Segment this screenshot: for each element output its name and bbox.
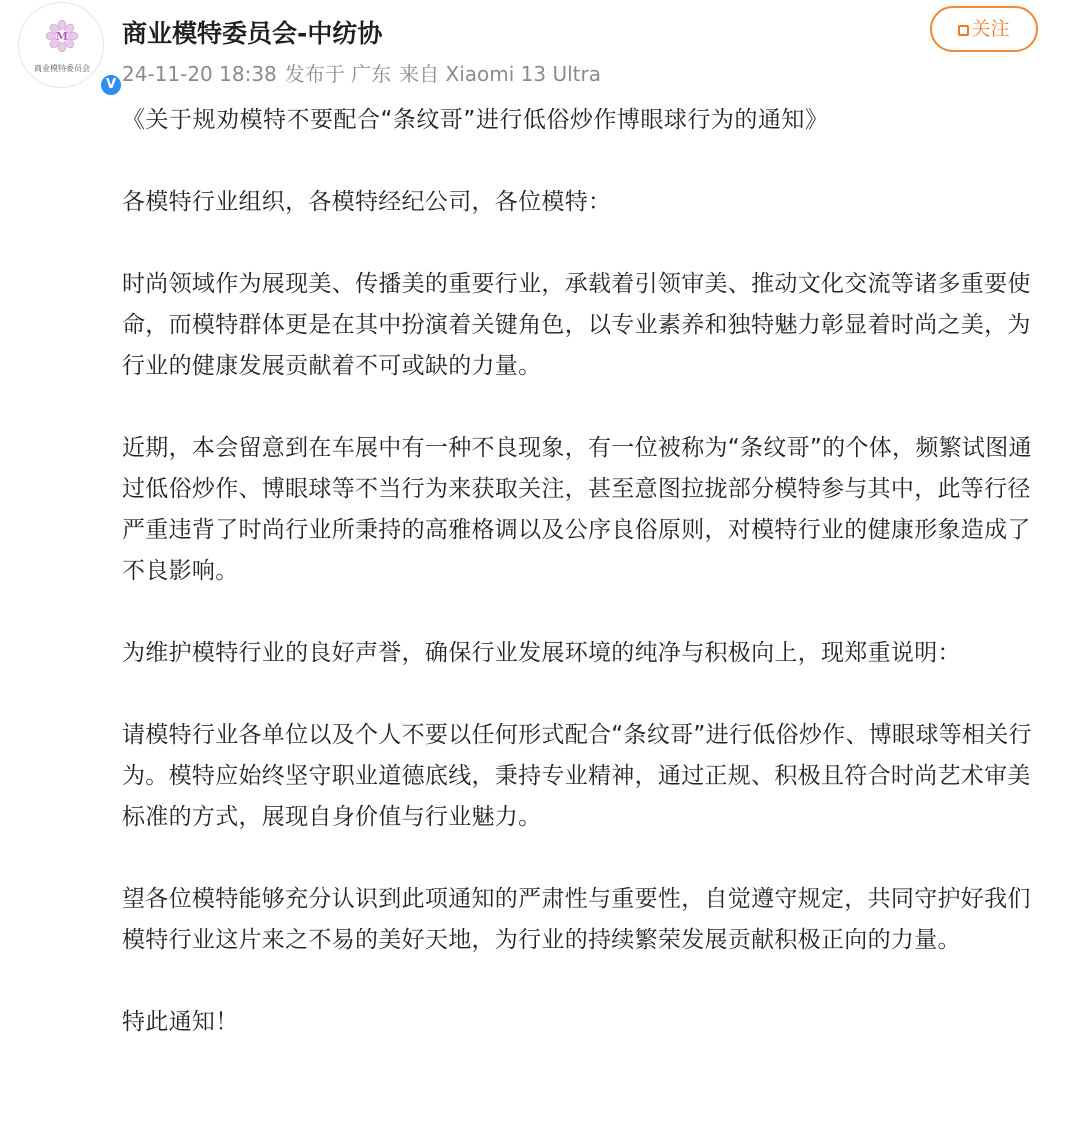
post-content (122, 100, 1042, 1043)
post-timestamp: 24-11-20 18:38 (122, 62, 277, 86)
paragraph-statement: 为维护模特行业的良好声誉，确保行业发展环境的纯净与积极向上，现郑重说明： (122, 640, 961, 666)
paragraph-intro: 时尚领域作为展现美、传播美的重要行业，承载着引领审美、推动文化交流等诸多重要使命，而模特群体更是在其中扮演着关键角色，以专业素养和独特魅力彰显着时尚之美，为行业的健康发展贡献着不可或缺的力量。 (122, 271, 1031, 379)
account-name[interactable]: 商业模特委员会-中纺协 (122, 19, 383, 48)
paragraph-request: 请模特行业各单位以及个人不要以任何形式配合“条纹哥”进行低俗炒作、博眼球等相关行为。模特应始终坚守职业道德底线，秉持专业精神，通过正规、积极且符合时尚艺术审美标准的方式，展现自身价值与行业魅力。 (122, 722, 1032, 830)
paragraph-closing: 特此通知！ (122, 1009, 239, 1035)
butterfly-logo-icon (46, 20, 78, 52)
verified-badge-icon: V (99, 73, 123, 97)
post-source[interactable]: 来自 Xiaomi 13 Ultra (399, 62, 601, 86)
follow-button[interactable] (930, 6, 1038, 52)
avatar-caption: 商业模特委员会 (34, 64, 90, 73)
paragraph-issue: 近期，本会留意到在车展中有一种不良现象，有一位被称为“条纹哥”的个体，频繁试图通过低俗炒作、博眼球等不当行为来获取关注，甚至意图拉拢部分模特参与其中，此等行径严重违背了时尚行业所秉持的高雅格调以及公序良俗原则，对模特行业的健康形象造成了不良影响。 (122, 435, 1032, 584)
notice-title: 《关于规劝模特不要配合“条纹哥”进行低俗炒作博眼球行为的通知》 (122, 107, 829, 133)
paragraph-salutation: 各模特行业组织，各模特经纪公司，各位模特： (122, 189, 612, 215)
avatar-logo-letter: M (55, 30, 69, 43)
paragraph-expectation: 望各位模特能够充分认识到此项通知的严肃性与重要性，自觉遵守规定，共同守护好我们模特行业这片来之不易的美好天地，为行业的持续繁荣发展贡献积极正向的力量。 (122, 886, 1031, 953)
follow-plus-icon (958, 25, 969, 36)
post-meta (122, 58, 609, 87)
avatar[interactable] (18, 2, 117, 92)
post-location: 发布于 广东 (284, 62, 392, 86)
follow-button-label: 关注 (971, 18, 1010, 40)
